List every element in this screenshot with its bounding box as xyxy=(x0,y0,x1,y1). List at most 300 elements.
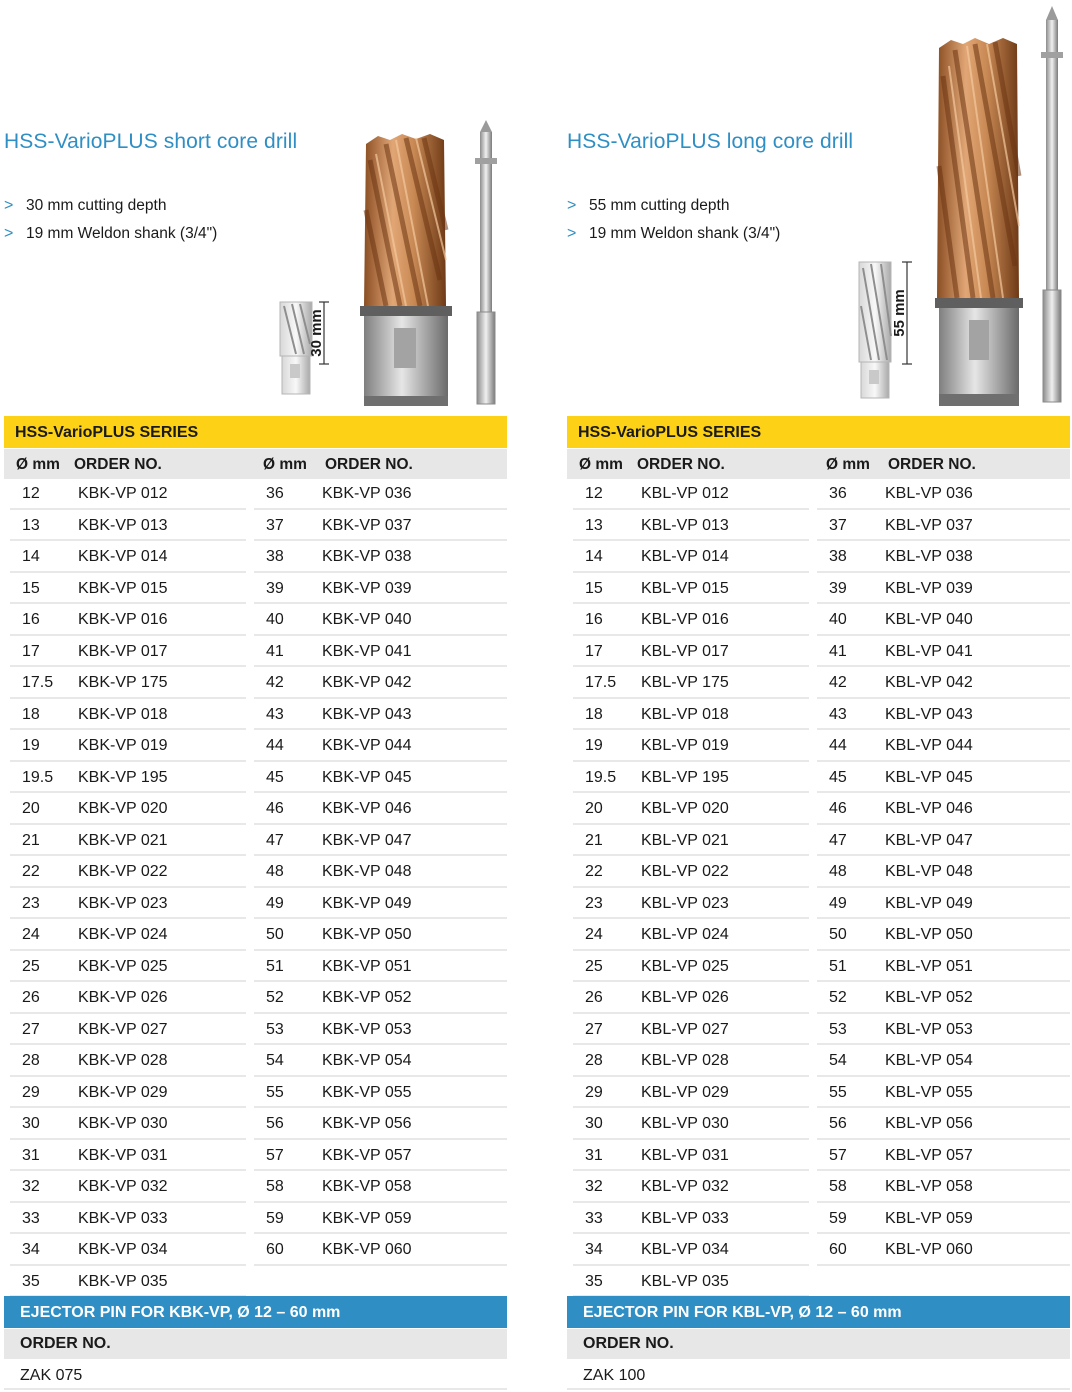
diameter-cell: 32 xyxy=(22,1178,40,1195)
diameter-cell: 42 xyxy=(829,674,847,691)
diameter-cell: 60 xyxy=(266,1241,284,1258)
order-number-cell: KBL-VP 060 xyxy=(885,1241,973,1258)
order-number-cell: KBK-VP 046 xyxy=(322,800,412,817)
order-number-cell: KBK-VP 042 xyxy=(322,674,412,691)
order-number-cell: KBK-VP 036 xyxy=(322,485,412,502)
table-row xyxy=(573,512,809,542)
diameter-cell: 58 xyxy=(829,1178,847,1195)
order-number-cell: KBK-VP 028 xyxy=(78,1052,168,1069)
diameter-cell: 23 xyxy=(22,894,40,912)
diameter-cell: 37 xyxy=(266,516,284,534)
diameter-cell: 35 xyxy=(22,1272,40,1290)
diameter-cell: 17 xyxy=(22,642,40,660)
order-number-cell: KBK-VP 045 xyxy=(322,768,412,786)
diameter-cell: 46 xyxy=(266,800,284,817)
short-core-drill-image xyxy=(356,130,456,412)
table-row xyxy=(10,827,246,857)
long-core-drill-panel xyxy=(567,0,1072,1392)
diameter-cell: 31 xyxy=(585,1146,603,1164)
table-row xyxy=(10,1079,246,1109)
order-number-cell: KBK-VP 050 xyxy=(322,926,412,943)
table-row xyxy=(10,795,246,825)
diameter-cell: 53 xyxy=(266,1020,284,1038)
table-row xyxy=(817,921,1070,951)
diameter-cell: 42 xyxy=(266,674,284,691)
table-row xyxy=(10,984,246,1014)
order-table-long-left xyxy=(573,480,809,1299)
col-dia-label: Ø mm xyxy=(826,456,870,473)
table-row xyxy=(10,543,246,573)
diameter-cell: 25 xyxy=(22,957,40,975)
table-row xyxy=(573,921,809,951)
table-row xyxy=(254,1079,507,1109)
diameter-cell: 27 xyxy=(585,1020,603,1038)
diameter-cell: 50 xyxy=(829,926,847,943)
order-number-cell: KBL-VP 021 xyxy=(641,831,729,849)
diameter-cell: 33 xyxy=(585,1209,603,1227)
feature-list-long xyxy=(567,192,780,248)
diameter-cell: 60 xyxy=(829,1241,847,1258)
table-row xyxy=(817,1236,1070,1266)
short-pilot-pin-image xyxy=(472,118,500,414)
table-row xyxy=(10,890,246,920)
diameter-cell: 47 xyxy=(829,831,847,849)
table-row xyxy=(254,1016,507,1046)
diameter-cell: 54 xyxy=(266,1052,284,1069)
order-number-cell: KBK-VP 014 xyxy=(78,548,168,565)
table-row xyxy=(254,890,507,920)
table-row xyxy=(573,1047,809,1077)
order-number-cell: KBL-VP 037 xyxy=(885,516,973,534)
diameter-cell: 27 xyxy=(22,1020,40,1038)
order-table-short-left xyxy=(10,480,246,1299)
diameter-cell: 31 xyxy=(22,1146,40,1164)
order-number-cell: KBL-VP 020 xyxy=(641,800,729,817)
order-number-cell: KBL-VP 023 xyxy=(641,894,729,912)
table-row xyxy=(254,480,507,510)
order-number-cell: KBL-VP 048 xyxy=(885,863,973,880)
order-number-cell: KBK-VP 031 xyxy=(78,1146,168,1164)
order-number-cell: KBK-VP 016 xyxy=(78,611,168,628)
diameter-cell: 22 xyxy=(585,863,603,880)
order-number-cell: KBL-VP 030 xyxy=(641,1115,729,1132)
table-row xyxy=(10,1205,246,1235)
order-number-cell: KBL-VP 053 xyxy=(885,1020,973,1038)
ejector-header-short: EJECTOR PIN FOR KBK-VP, Ø 12 – 60 mm xyxy=(4,1296,507,1328)
section-title-short: HSS-VarioPLUS short core drill xyxy=(4,130,298,153)
diameter-cell: 30 xyxy=(22,1115,40,1132)
table-row xyxy=(573,795,809,825)
order-number-cell: KBK-VP 055 xyxy=(322,1083,412,1101)
order-number-cell: KBK-VP 039 xyxy=(322,579,412,597)
series-header-short: HSS-VarioPLUS SERIES xyxy=(4,416,507,448)
diameter-cell: 14 xyxy=(585,548,603,565)
table-row xyxy=(573,575,809,605)
table-row xyxy=(573,827,809,857)
diameter-cell: 45 xyxy=(266,768,284,786)
table-row xyxy=(573,764,809,794)
order-number-cell: KBK-VP 041 xyxy=(322,642,412,660)
table-row xyxy=(10,1047,246,1077)
order-number-cell: KBK-VP 058 xyxy=(322,1178,412,1195)
order-number-cell: KBL-VP 054 xyxy=(885,1052,973,1069)
order-number-cell: KBK-VP 053 xyxy=(322,1020,412,1038)
table-row xyxy=(10,1110,246,1140)
diameter-cell: 54 xyxy=(829,1052,847,1069)
table-row xyxy=(254,732,507,762)
diameter-cell: 41 xyxy=(829,642,847,660)
diameter-cell: 19.5 xyxy=(585,768,617,786)
order-number-cell: KBK-VP 020 xyxy=(78,800,168,817)
table-row xyxy=(817,606,1070,636)
order-number-cell: KBK-VP 057 xyxy=(322,1146,412,1164)
table-row xyxy=(10,1236,246,1266)
diameter-cell: 57 xyxy=(266,1146,284,1164)
table-row xyxy=(573,543,809,573)
long-cutter-depth-diagram xyxy=(855,256,919,402)
diameter-cell: 59 xyxy=(266,1209,284,1227)
table-row xyxy=(573,638,809,668)
order-number-cell: KBL-VP 175 xyxy=(641,674,729,691)
table-row xyxy=(10,669,246,699)
table-row xyxy=(10,1142,246,1172)
col-order-label: ORDER NO. xyxy=(325,456,413,473)
table-row xyxy=(573,1236,809,1266)
table-row xyxy=(817,1016,1070,1046)
diameter-cell: 28 xyxy=(22,1052,40,1069)
order-number-cell: KBK-VP 059 xyxy=(322,1209,412,1227)
diameter-cell: 59 xyxy=(829,1209,847,1227)
diameter-cell: 41 xyxy=(266,642,284,660)
diameter-cell: 39 xyxy=(829,579,847,597)
diameter-cell: 21 xyxy=(22,831,40,849)
order-number-cell: KBL-VP 035 xyxy=(641,1272,729,1290)
order-number-cell: KBK-VP 037 xyxy=(322,516,412,534)
diameter-cell: 12 xyxy=(22,485,40,502)
table-row xyxy=(254,827,507,857)
table-row xyxy=(254,701,507,731)
diameter-cell: 12 xyxy=(585,485,603,502)
table-row xyxy=(817,827,1070,857)
diameter-cell: 25 xyxy=(585,957,603,975)
diameter-cell: 30 xyxy=(585,1115,603,1132)
column-header-short xyxy=(4,449,507,479)
order-table-long-right xyxy=(817,480,1070,1268)
order-number-cell: KBL-VP 014 xyxy=(641,548,729,565)
table-row xyxy=(10,1016,246,1046)
column-header-long xyxy=(567,449,1070,479)
diameter-cell: 38 xyxy=(266,548,284,565)
diameter-cell: 46 xyxy=(829,800,847,817)
order-number-cell: KBL-VP 038 xyxy=(885,548,973,565)
order-number-cell: KBL-VP 041 xyxy=(885,642,973,660)
diameter-cell: 40 xyxy=(266,611,284,628)
short-core-drill-panel xyxy=(4,0,510,1392)
diameter-cell: 16 xyxy=(585,611,603,628)
order-number-cell: KBL-VP 046 xyxy=(885,800,973,817)
table-row xyxy=(573,701,809,731)
diameter-cell: 17.5 xyxy=(585,674,617,691)
col-dia-label: Ø mm xyxy=(16,456,60,473)
order-number-cell: KBL-VP 019 xyxy=(641,737,729,754)
series-header-long: HSS-VarioPLUS SERIES xyxy=(567,416,1070,448)
table-row xyxy=(817,1142,1070,1172)
depth-label-long: 55 mm xyxy=(891,289,908,337)
order-number-cell: KBK-VP 040 xyxy=(322,611,412,628)
table-row xyxy=(573,984,809,1014)
diameter-cell: 24 xyxy=(585,926,603,943)
chevron-right-icon: > xyxy=(4,197,14,214)
ejector-order-value-long: ZAK 100 xyxy=(567,1361,1070,1390)
table-row xyxy=(10,858,246,888)
order-number-cell: KBL-VP 047 xyxy=(885,831,973,849)
chevron-right-icon: > xyxy=(567,197,577,214)
order-number-cell: KBL-VP 033 xyxy=(641,1209,729,1227)
order-number-cell: KBK-VP 043 xyxy=(322,705,412,723)
order-number-cell: KBK-VP 029 xyxy=(78,1083,168,1101)
table-row xyxy=(10,512,246,542)
section-title-long: HSS-VarioPLUS long core drill xyxy=(567,130,854,153)
col-order-label: ORDER NO. xyxy=(888,456,976,473)
order-number-cell: KBK-VP 033 xyxy=(78,1209,168,1227)
feature-item: > 55 mm cutting depth xyxy=(567,192,780,220)
diameter-cell: 45 xyxy=(829,768,847,786)
diameter-cell: 44 xyxy=(266,737,284,754)
order-number-cell: KBL-VP 195 xyxy=(641,768,729,786)
order-number-cell: KBK-VP 047 xyxy=(322,831,412,849)
col-order-label: ORDER NO. xyxy=(637,456,725,473)
diameter-cell: 15 xyxy=(22,579,40,597)
diameter-cell: 16 xyxy=(22,611,40,628)
table-row xyxy=(254,953,507,983)
table-row xyxy=(10,921,246,951)
diameter-cell: 36 xyxy=(266,485,284,502)
diameter-cell: 18 xyxy=(22,705,40,723)
table-row xyxy=(10,764,246,794)
col-order-label: ORDER NO. xyxy=(74,456,162,473)
table-row xyxy=(254,1236,507,1266)
diameter-cell: 19 xyxy=(585,737,603,754)
diameter-cell: 40 xyxy=(829,611,847,628)
table-row xyxy=(817,575,1070,605)
diameter-cell: 32 xyxy=(585,1178,603,1195)
table-row xyxy=(817,890,1070,920)
chevron-right-icon: > xyxy=(4,225,14,242)
feature-item: > 19 mm Weldon shank (3/4") xyxy=(567,220,780,248)
table-row xyxy=(254,669,507,699)
table-row xyxy=(254,606,507,636)
diameter-cell: 18 xyxy=(585,705,603,723)
order-table-short-right xyxy=(254,480,507,1268)
order-number-cell: KBK-VP 048 xyxy=(322,863,412,880)
table-row xyxy=(254,764,507,794)
order-number-cell: KBL-VP 055 xyxy=(885,1083,973,1101)
order-number-cell: KBK-VP 044 xyxy=(322,737,412,754)
table-row xyxy=(254,543,507,573)
order-number-cell: KBL-VP 024 xyxy=(641,926,729,943)
order-number-cell: KBK-VP 195 xyxy=(78,768,168,786)
order-number-cell: KBK-VP 023 xyxy=(78,894,168,912)
table-row xyxy=(573,669,809,699)
diameter-cell: 14 xyxy=(22,548,40,565)
diameter-cell: 34 xyxy=(585,1241,603,1258)
table-row xyxy=(10,732,246,762)
diameter-cell: 50 xyxy=(266,926,284,943)
diameter-cell: 13 xyxy=(22,516,40,534)
order-number-cell: KBL-VP 029 xyxy=(641,1083,729,1101)
diameter-cell: 20 xyxy=(585,800,603,817)
diameter-cell: 15 xyxy=(585,579,603,597)
table-row xyxy=(254,638,507,668)
feature-item: > 30 mm cutting depth xyxy=(4,192,217,220)
table-row xyxy=(817,732,1070,762)
diameter-cell: 17.5 xyxy=(22,674,54,691)
table-row xyxy=(573,1079,809,1109)
table-row xyxy=(573,1173,809,1203)
diameter-cell: 57 xyxy=(829,1146,847,1164)
diameter-cell: 34 xyxy=(22,1241,40,1258)
order-number-cell: KBK-VP 022 xyxy=(78,863,168,880)
order-number-cell: KBK-VP 021 xyxy=(78,831,168,849)
order-number-cell: KBK-VP 015 xyxy=(78,579,168,597)
diameter-cell: 24 xyxy=(22,926,40,943)
diameter-cell: 51 xyxy=(266,957,284,975)
diameter-cell: 29 xyxy=(585,1083,603,1101)
table-row xyxy=(10,1268,246,1298)
order-number-cell: KBK-VP 052 xyxy=(322,989,412,1006)
depth-label-short: 30 mm xyxy=(308,309,325,357)
chevron-right-icon: > xyxy=(567,225,577,242)
order-number-cell: KBK-VP 035 xyxy=(78,1272,168,1290)
diameter-cell: 43 xyxy=(266,705,284,723)
table-row xyxy=(817,1173,1070,1203)
col-dia-label: Ø mm xyxy=(579,456,623,473)
table-row xyxy=(573,1268,809,1298)
diameter-cell: 53 xyxy=(829,1020,847,1038)
diameter-cell: 49 xyxy=(829,894,847,912)
table-row xyxy=(817,1205,1070,1235)
table-row xyxy=(817,1047,1070,1077)
order-number-cell: KBL-VP 042 xyxy=(885,674,973,691)
diameter-cell: 22 xyxy=(22,863,40,880)
table-row xyxy=(254,1205,507,1235)
table-row xyxy=(817,701,1070,731)
diameter-cell: 26 xyxy=(22,989,40,1006)
order-number-cell: KBL-VP 056 xyxy=(885,1115,973,1132)
table-row xyxy=(573,732,809,762)
order-number-cell: KBL-VP 044 xyxy=(885,737,973,754)
order-number-cell: KBL-VP 016 xyxy=(641,611,729,628)
table-row xyxy=(817,1110,1070,1140)
short-cutter-depth-diagram xyxy=(274,296,344,400)
table-row xyxy=(10,480,246,510)
ejector-order-value-short: ZAK 075 xyxy=(4,1361,507,1390)
order-number-cell: KBK-VP 049 xyxy=(322,894,412,912)
table-row xyxy=(817,858,1070,888)
diameter-cell: 19 xyxy=(22,737,40,754)
ejector-order-label-long: ORDER NO. xyxy=(567,1329,1070,1359)
diameter-cell: 48 xyxy=(266,863,284,880)
table-row xyxy=(573,1142,809,1172)
table-row xyxy=(254,984,507,1014)
feature-list-short xyxy=(4,192,217,248)
table-row xyxy=(817,638,1070,668)
order-number-cell: KBK-VP 024 xyxy=(78,926,168,943)
diameter-cell: 19.5 xyxy=(22,768,54,786)
order-number-cell: KBK-VP 018 xyxy=(78,705,168,723)
diameter-cell: 44 xyxy=(829,737,847,754)
table-row xyxy=(254,1142,507,1172)
order-number-cell: KBK-VP 056 xyxy=(322,1115,412,1132)
table-row xyxy=(573,858,809,888)
ejector-header-long: EJECTOR PIN FOR KBL-VP, Ø 12 – 60 mm xyxy=(567,1296,1070,1328)
order-number-cell: KBL-VP 018 xyxy=(641,705,729,723)
order-number-cell: KBL-VP 025 xyxy=(641,957,729,975)
diameter-cell: 52 xyxy=(266,989,284,1006)
table-row xyxy=(817,543,1070,573)
order-number-cell: KBL-VP 017 xyxy=(641,642,729,660)
table-row xyxy=(10,1173,246,1203)
order-number-cell: KBL-VP 028 xyxy=(641,1052,729,1069)
table-row xyxy=(817,1079,1070,1109)
table-row xyxy=(817,669,1070,699)
order-number-cell: KBL-VP 031 xyxy=(641,1146,729,1164)
order-number-cell: KBK-VP 025 xyxy=(78,957,168,975)
table-row xyxy=(10,575,246,605)
table-row xyxy=(10,953,246,983)
order-number-cell: KBL-VP 051 xyxy=(885,957,973,975)
order-number-cell: KBK-VP 038 xyxy=(322,548,412,565)
table-row xyxy=(254,512,507,542)
diameter-cell: 35 xyxy=(585,1272,603,1290)
diameter-cell: 51 xyxy=(829,957,847,975)
diameter-cell: 13 xyxy=(585,516,603,534)
diameter-cell: 37 xyxy=(829,516,847,534)
order-number-cell: KBL-VP 039 xyxy=(885,579,973,597)
feature-item: > 19 mm Weldon shank (3/4") xyxy=(4,220,217,248)
diameter-cell: 56 xyxy=(829,1115,847,1132)
order-number-cell: KBK-VP 027 xyxy=(78,1020,168,1038)
diameter-cell: 43 xyxy=(829,705,847,723)
table-row xyxy=(817,795,1070,825)
col-dia-label: Ø mm xyxy=(263,456,307,473)
table-row xyxy=(254,795,507,825)
table-row xyxy=(817,764,1070,794)
order-number-cell: KBK-VP 034 xyxy=(78,1241,168,1258)
table-row xyxy=(817,480,1070,510)
diameter-cell: 21 xyxy=(585,831,603,849)
long-core-drill-image xyxy=(933,36,1029,414)
diameter-cell: 28 xyxy=(585,1052,603,1069)
diameter-cell: 23 xyxy=(585,894,603,912)
order-number-cell: KBK-VP 054 xyxy=(322,1052,412,1069)
order-number-cell: KBL-VP 034 xyxy=(641,1241,729,1258)
diameter-cell: 48 xyxy=(829,863,847,880)
table-row xyxy=(254,1173,507,1203)
order-number-cell: KBK-VP 051 xyxy=(322,957,412,975)
table-row xyxy=(254,921,507,951)
order-number-cell: KBK-VP 032 xyxy=(78,1178,168,1195)
diameter-cell: 33 xyxy=(22,1209,40,1227)
diameter-cell: 49 xyxy=(266,894,284,912)
order-number-cell: KBL-VP 045 xyxy=(885,768,973,786)
order-number-cell: KBL-VP 050 xyxy=(885,926,973,943)
table-row xyxy=(573,953,809,983)
diameter-cell: 55 xyxy=(829,1083,847,1101)
order-number-cell: KBL-VP 043 xyxy=(885,705,973,723)
diameter-cell: 56 xyxy=(266,1115,284,1132)
order-number-cell: KBL-VP 057 xyxy=(885,1146,973,1164)
